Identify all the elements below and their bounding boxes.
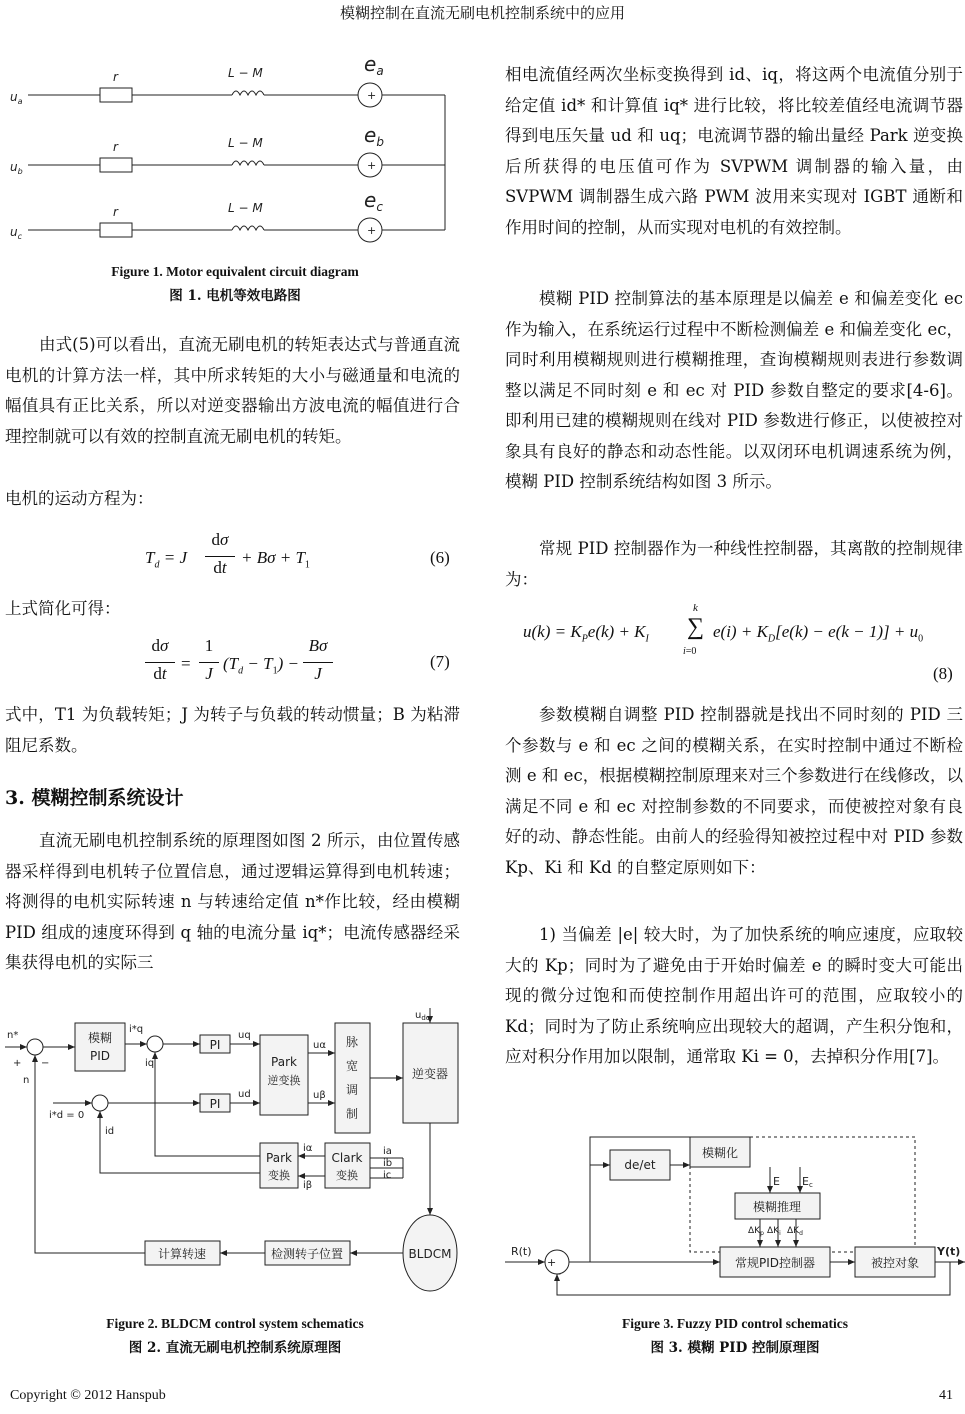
equation-7-number: (7): [430, 652, 450, 671]
paragraph-system-description: 直流无刷电机控制系统的原理图如图 2 所示，由位置传感器采样得到电机转子位置信息，通过逻辑运算得到电机转速；将测得的电机实际转速 n 与转速给定值 n*作比较，经由模糊 PID 组成的速度环得到 q 轴的电流分量 iq*；电流传感器经采集获得电机的实际三: [5, 831, 460, 972]
equation-6-number: (6): [430, 548, 450, 567]
svg-text:ΔKp: $\Delta K_p$: [748, 1226, 764, 1237]
fig2-pi-q: PI: [209, 1038, 221, 1052]
figure-3-caption-en: Figure 3. Fuzzy PID control schematics: [622, 1316, 848, 1331]
fig2-pi-d: PI: [209, 1097, 221, 1111]
svg-text:ud: ud: [238, 1089, 251, 1100]
svg-text:制: 制: [345, 1107, 359, 1121]
svg-text:ΔKi: $\Delta K_i$: [767, 1226, 781, 1237]
paragraph-torque: 由式(5)可以看出，直流无刷电机的转矩表达式与普通直流电机的计算方法一样，其中所求转矩的大小与磁通量和电流的幅值具有正比关系，所以对逆变器输出方波电流的幅值进行合理控制就可以有效的控制直流无刷电机的转矩。: [5, 335, 460, 446]
fig3-plant: 被控对象: [870, 1256, 920, 1270]
fig2-inverter: 逆变器: [411, 1067, 449, 1081]
svg-text:+: +: [367, 224, 377, 237]
fig2-bldcm: BLDCM: [408, 1247, 452, 1261]
equation-7: dσ dt = 1 J $(T_d - T_1)$ − Bσ J: [145, 636, 405, 692]
svg-text:uq: uq: [238, 1030, 251, 1041]
svg-text:ia: ia: [383, 1146, 392, 1157]
svg-text:ea: $e_a$: [364, 52, 384, 78]
svg-text:ua: $u_a$: [10, 90, 23, 106]
figure-3-caption-cn: 图 3. 模糊 PID 控制原理图: [650, 1340, 820, 1356]
fig3-deet: de/et: [624, 1158, 656, 1172]
equation-8-number: (8): [933, 664, 953, 683]
fig1-r-a: r: [113, 70, 118, 84]
svg-text:ic: ic: [383, 1170, 392, 1181]
equation-6: $T_d = J$ dσ dt + $B\sigma + T_1$: [145, 530, 310, 577]
fig1-r-b: r: [113, 140, 118, 154]
svg-text:脉: 脉: [345, 1035, 359, 1049]
svg-text:ΔKd: $\Delta K_d$: [787, 1226, 803, 1237]
svg-text:R(t): R(t): [511, 1245, 532, 1258]
svg-text:i*d = 0: i*d = 0: [49, 1110, 85, 1121]
fig2-calc-speed: 计算转速: [157, 1247, 207, 1261]
fig2-park-inv-l1: Park: [271, 1055, 297, 1069]
svg-text:-: -: [557, 1267, 561, 1280]
svg-text:n: n: [23, 1075, 30, 1086]
fig1-l-b: L − M: [228, 136, 263, 150]
svg-text:调: 调: [345, 1083, 359, 1097]
paragraph-self-tuning: 参数模糊自调整 PID 控制器就是找出不同时刻的 PID 三个参数与 e 和 ec 之间的模糊关系，在实时控制中通过不断检测 e 和 ec，根据模糊控制原理来对三个参数进行在线修改，以满足不同 e 和 ec 对控制参数的不同要求，而使被控对象有良好的动、静态性能。由前人的经验得知被控过程中对 PID 参数 Kp、Ki 和 Kd 的自整定原则如下：: [505, 705, 963, 877]
figure-1-caption-cn: 图 1. 电机等效电路图: [169, 288, 301, 304]
svg-text:id: id: [105, 1126, 115, 1137]
paragraph-simplify: 上式简化可得：: [5, 599, 121, 618]
svg-text:+: +: [367, 89, 377, 102]
svg-text:eb: $e_b$: [364, 123, 384, 149]
svg-text:iβ: iβ: [303, 1180, 313, 1191]
svg-text:udc: $u_{dc}$: [415, 1010, 430, 1022]
figure-2-bldcm-schematic: [5, 1008, 465, 1308]
paragraph-symbols: 式中，T1 为负载转矩；J 为转子与负载的转动惯量；B 为粘滞阻尼系数。: [5, 705, 460, 755]
footer-page-number: 41: [939, 1388, 953, 1403]
svg-text:+: +: [13, 1058, 22, 1069]
paragraph-fuzzy-principle: 模糊 PID 控制算法的基本原理是以偏差 e 和偏差变化 ec 作为输入，在系统运行过程中不断检测偏差 e 和偏差变化 ec，同时利用模糊规则进行模糊推理，查询模糊规则表进行参数调整以满足不同时刻 e 和 ec 对 PID 参数自整定的要求[4-6]。即利用已建的模糊规则在线对 PID 参数进行修正，以使被控对象具有良好的静态和动态性能。以双闭环电机调速系统为例，模糊 PID 控制系统结构如图 3 所示。: [505, 289, 963, 491]
fig3-inference: 模糊推理: [752, 1200, 802, 1214]
fig1-l-a: L − M: [228, 66, 263, 80]
fig2-fuzzy-pid-l1: 模糊: [87, 1031, 113, 1045]
paragraph-coordinate-transform: 相电流值经两次坐标变换得到 id、iq，将这两个电流值分别于给定值 id* 和计算值 iq* 进行比较，将比较差值经电流调节器得到电压矢量 ud 和 uq；电流调节器的输出量经 Park 逆变换后所获得的电压值可作为 SVPWM 调制器的输入量，由 SVPWM 调制器生成六路 PWM 波用来实现对 IGBT 通断和作用时间的控制，从而实现对电机的有效控制。: [505, 65, 963, 237]
figure-2-caption-en: Figure 2. BLDCM control system schematics: [106, 1316, 364, 1331]
fig1-l-c: L − M: [228, 201, 263, 215]
section-heading-3: 3. 模糊控制系统设计: [5, 787, 184, 809]
svg-text:+: +: [367, 159, 377, 172]
svg-text:uα: uα: [313, 1040, 326, 1051]
paragraph-motion-eq-intro: 电机的运动方程为：: [5, 489, 154, 508]
paragraph-pid-law: 常规 PID 控制器作为一种线性控制器，其离散的控制规律为：: [505, 539, 963, 589]
svg-text:变换: 变换: [336, 1169, 358, 1182]
svg-text:E: E: [773, 1175, 780, 1188]
figure-1-caption-en: Figure 1. Motor equivalent circuit diagram: [111, 264, 359, 279]
footer-copyright: Copyright © 2012 Hanspub: [10, 1388, 166, 1403]
fig2-detect-position: 检测转子位置: [270, 1247, 344, 1261]
svg-text:Y(t): Y(t): [937, 1245, 961, 1258]
svg-text:宽: 宽: [345, 1059, 359, 1073]
svg-text:Park: Park: [266, 1151, 292, 1165]
equation-8: $u(k) = K_Pe(k) + K_I$ k ∑ i=0 $e(i) + K_D[e(k) - e(k - 1)] + u_0$: [523, 602, 924, 657]
svg-text:n*: n*: [7, 1030, 19, 1041]
svg-text:iα: iα: [303, 1143, 313, 1154]
figure-2-caption-cn: 图 2. 直流无刷电机控制系统原理图: [128, 1340, 342, 1356]
svg-text:−: −: [41, 1058, 50, 1069]
svg-text:iq: iq: [145, 1058, 155, 1069]
running-header: 模糊控制在直流无刷电机控制系统中的应用: [339, 4, 625, 22]
paragraph-rule-1: 1) 当偏差 |e| 较大时，为了加快系统的响应速度，应取较大的 Kp；同时为了避免由于开始时偏差 e 的瞬时变大可能出现的微分过饱和而使控制作用超出许可的范围，应取较小的 Kd；同时为了防止系统响应出现较大的超调，产生积分饱和，应对积分作用加以限制，通常取 Ki = 0，去掉积分作用[7]。: [505, 925, 963, 1066]
svg-text:变换: 变换: [268, 1169, 290, 1182]
svg-text:uβ: uβ: [313, 1090, 326, 1101]
svg-text:ub: $u_b$: [10, 160, 23, 176]
figure-3-fuzzy-pid-schematic: [505, 1135, 965, 1315]
fig3-pid: 常规PID控制器: [734, 1256, 816, 1270]
svg-text:Ec: Ec: [802, 1175, 813, 1189]
svg-text:+: +: [547, 1256, 557, 1269]
fig2-fuzzy-pid-l2: PID: [89, 1049, 111, 1063]
svg-text:i*q: i*q: [129, 1024, 144, 1035]
svg-text:ec: $e_c$: [364, 188, 383, 214]
svg-text:Clark: Clark: [331, 1151, 363, 1165]
fig3-fuzzify: 模糊化: [701, 1146, 739, 1160]
svg-text:ib: ib: [383, 1158, 393, 1169]
fig1-r-c: r: [113, 205, 118, 219]
fig2-park-inv-l2: 逆变换: [267, 1074, 301, 1087]
svg-text:uc: $u_c$: [10, 225, 23, 241]
